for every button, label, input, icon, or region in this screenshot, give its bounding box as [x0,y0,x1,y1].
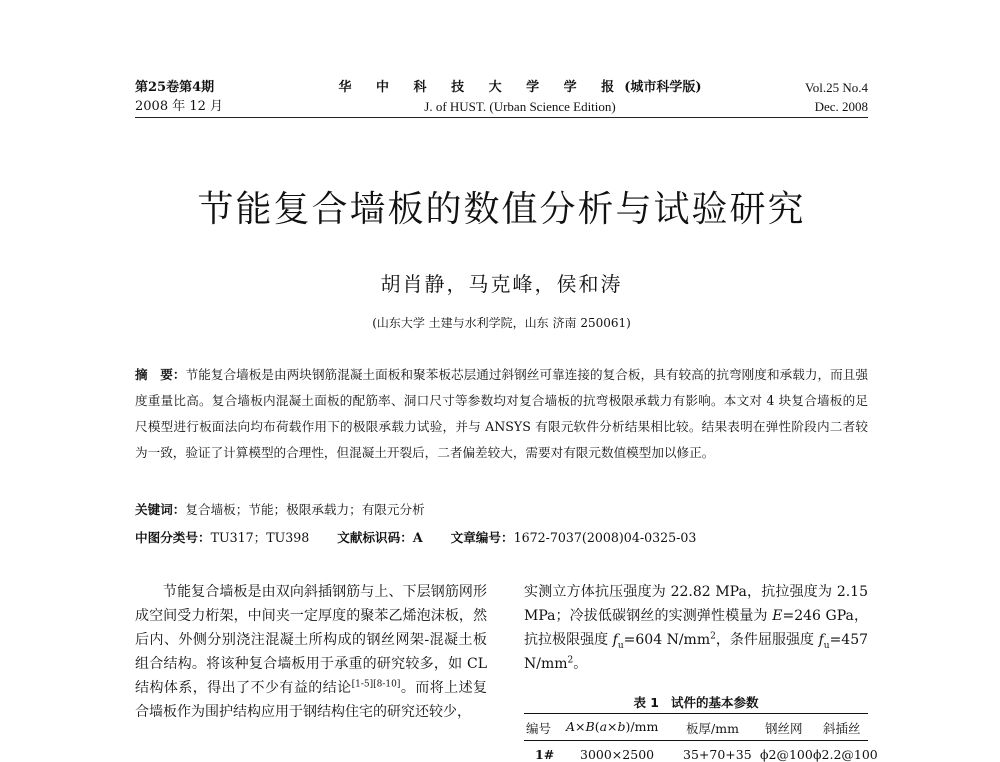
table-header-mesh: 钢丝网 [765,721,803,736]
doc-code-value: A [412,530,423,545]
article-number-value: 1672-7037(2008)04-0325-03 [513,530,697,545]
journal-name-cn: 华 中 科 技 大 学 学 报(城市科学版) [338,80,702,95]
volume-en: Vol.25 No.4 [805,80,868,95]
table-number: 表 1 [633,695,660,710]
table-top-rule [524,713,868,714]
volume-cn: 第25卷第4期 [135,80,215,95]
table-header-diagonal: 斜插丝 [823,721,861,736]
body-right-column [524,580,868,676]
table-header-id: 编号 [526,721,552,736]
journal-name [300,78,740,116]
paper-authors: 胡肖静，马克峰，侯和涛 [380,272,623,296]
table-cell-mesh: ϕ2@100 [760,747,813,762]
table-cell-dimensions: 3000×2500 [580,747,655,762]
classification-line [135,528,868,548]
keywords [135,500,868,520]
table-header-thickness: 板厚/mm [686,721,739,736]
date-cn: 2008 年 12 月 [135,99,224,114]
table-cell-id: 1# [535,747,555,762]
date-en: Dec. 2008 [814,99,868,114]
header-rule [135,117,868,118]
paper-title: 节能复合墙板的数值分析与试验研究 [197,189,806,230]
keywords-text: 复合墙板；节能；极限承载力；有限元分析 [185,502,425,517]
journal-name-cn-tag: (城市科学版) [624,80,702,95]
doc-code-label: 文献标识码： [337,530,413,545]
table-header-rule [524,740,868,741]
citation: [1-5][8-10] [351,679,401,690]
abstract [135,362,868,466]
clc-value: TU317；TU398 [210,530,310,545]
table-cell-diagonal: ϕ2.2@100 [813,747,878,762]
journal-issue-cn [135,78,223,116]
material-paragraph: 实测立方体抗压强度为 22.82 MPa，抗拉强度为 2.15 MPa；冷拔低碳钢丝的实测弹性模量为 E=246 GPa，抗拉极限强度 $f_u=604$ $N/mm^2$，条件屈服强度 $f_u=457$ $N/mm^2$。 [524,584,869,672]
journal-name-en: J. of HUST. (Urban Science Edition) [424,99,616,114]
body-left-column [135,580,487,724]
keywords-label: 关键词： [135,502,186,517]
author-affiliation: (山东大学 土建与水利学院，山东 济南 250061) [372,316,631,330]
table-cell-thickness: 35+70+35 [683,747,752,762]
intro-paragraph: 节能复合墙板是由双向斜插钢筋与上、下层钢筋网形成空间受力桁架，中间夹一定厚度的聚苯乙烯泡沫板，然后内、外侧分别浇注混凝土所构成的钢丝网架-混凝土板组合结构。将该种复合墙板用于承重的研究较多，如 CL 结构体系，得出了不少有益的结论[1-5][8-10]。而将上述复合墙板作为围护结构应用于钢结构住宅的研究还较少， [135,584,488,720]
clc-label: 中图分类号： [135,530,211,545]
table-title: 试件的基本参数 [671,695,759,710]
abstract-text: 节能复合墙板是由两块钢筋混凝土面板和聚苯板芯层通过斜钢丝可靠连接的复合板，具有较高的抗弯刚度和承载力，而且强度重量比高。复合墙板内混凝土面板的配筋率、洞口尺寸等参数均对复合墙板的抗弯极限承载力有影响。本文对 4 块复合墙板的足尺模型进行板面法向均布荷载作用下的极限承载力试验，并与 ANSYS 有限元软件分析结果相比较。结果表明在弹性阶段内二者较为一致，验证了计算模型的合理性，但混凝土开裂后，二者偏差较大，需要对有限元数值模型加以修正。 [135,367,869,460]
table-caption [524,693,868,711]
article-number-label: 文章编号： [450,530,514,545]
journal-issue-en [740,78,868,116]
table-header-dimensions: A×B(a×b)/mm [566,719,659,734]
abstract-label: 摘 要： [135,367,186,382]
